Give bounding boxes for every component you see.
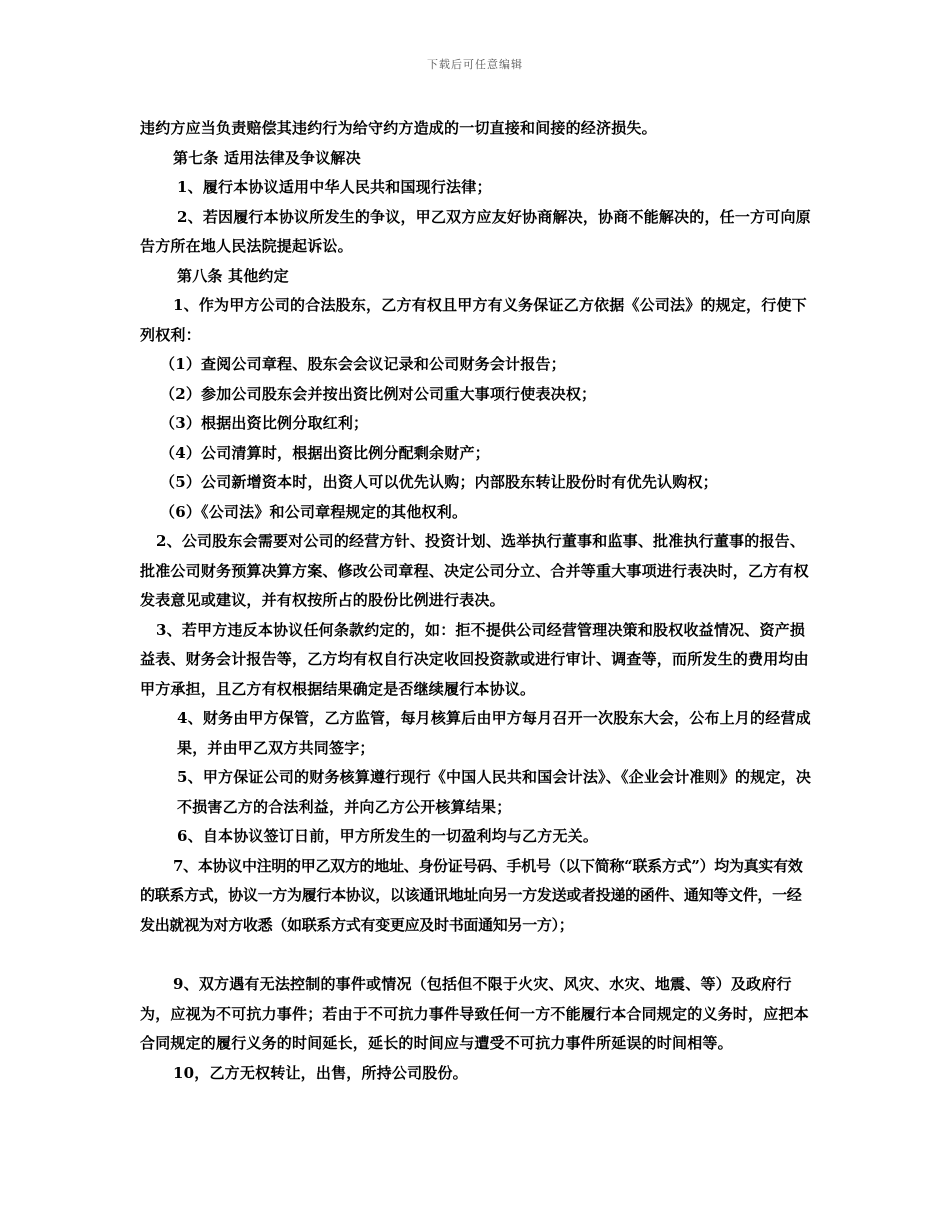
document-body [140,114,816,1088]
article-7-clause-1: 1、履行本协议适用中华人民共和国现行法律； [177,178,492,196]
right-item: （4）公司清算时，根据出资比例分配剩余财产； [160,443,490,462]
right-item: （2）参加公司股东会并按出资比例对公司重大事项行使表决权； [160,384,597,403]
article-8-clause-7: 7、本协议中注明的甲乙双方的地址、身份证号码、手机号（以下简称“联系方式”）均为真实有效的联系方式，协议一方为履行本协议，以该通讯地址向另一方发送或者投递的函件、通知等文件，一经发出就视为对方收悉（如联系方式有变更应及时书面通知另一方）； [140,856,803,934]
right-item: （5）公司新增资本时，出资人可以优先认购；内部股东转让股份时有优先认购权； [160,473,718,491]
article-7-title: 第七条 适用法律及争议解决 [173,148,361,167]
page-header: 下载后可任意编辑 [427,58,523,71]
paragraph-liability: 违约方应当负责赔偿其违约行为给守约方造成的一切直接和间接的经济损失。 [140,119,657,137]
blank-line [140,940,816,970]
right-item: （6）《公司法》和公司章程规定的其他权利。 [160,502,468,521]
article-8-clause-2: 2、公司股东会需要对公司的经营方针、投资计划、选举执行董事和监事、批准执行董事的报告、批准公司财务预算决算方案、修改公司章程、决定公司分立、合并等重大事项进行表决时，乙方有权发表意见或建议，并有权按所占的股份比例进行表决。 [140,532,809,609]
right-item: （3）根据出资比例分取红利； [160,414,369,432]
article-8-clause-1: 1、作为甲方公司的合法股东，乙方有权且甲方有义务保证乙方依据《公司法》的规定，行使下列权利： [140,296,807,344]
article-8-clause-3: 3、若甲方违反本协议任何条款约定的，如：拒不提供公司经营管理决策和股权收益情况、资产损益表、财务会计报告等，乙方均有权自行决定收回投资款或进行审计、调查等，而所发生的费用均由甲方承担，且乙方有权根据结果确定是否继续履行本协议。 [140,620,809,698]
right-item: （1）查阅公司章程、股东会会议记录和公司财务会计报告； [160,355,566,373]
article-8-clause-10: 10，乙方无权转让，出售，所持公司股份。 [173,1063,468,1082]
article-8-clause-6: 6、自本协议签订日前，甲方所发生的一切盈利均与乙方无关。 [177,827,599,845]
article-8-clause-4: 4、财务由甲方保管，乙方监管，每月核算后由甲方每月召开一次股东大会，公布上月的经营成果，并由甲乙双方共同签字； [177,709,811,757]
article-8-title: 第八条 其他约定 [177,266,289,285]
article-8-clause-9: 9、双方遇有无法控制的事件或情况（包括但不限于火灾、风灾、水灾、地震、等）及政府行为，应视为不可抗力事件；若由于不可抗力事件导致任何一方不能履行本合同规定的义务时，应把本合同规定的履行义务的时间延长，延长的时间应与遭受不可抗力事件所延误的时间相等。 [140,975,809,1052]
article-7-clause-2: 2、若因履行本协议所发生的争议，甲乙双方应友好协商解决，协商不能解决的，任一方可向原告方所在地人民法院提起诉讼。 [140,207,811,255]
article-8-clause-5: 5、甲方保证公司的财务核算遵行现行《中国人民共和国会计法》、《企业会计准则》的规定，决不损害乙方的合法利益，并向乙方公开核算结果； [177,768,812,816]
